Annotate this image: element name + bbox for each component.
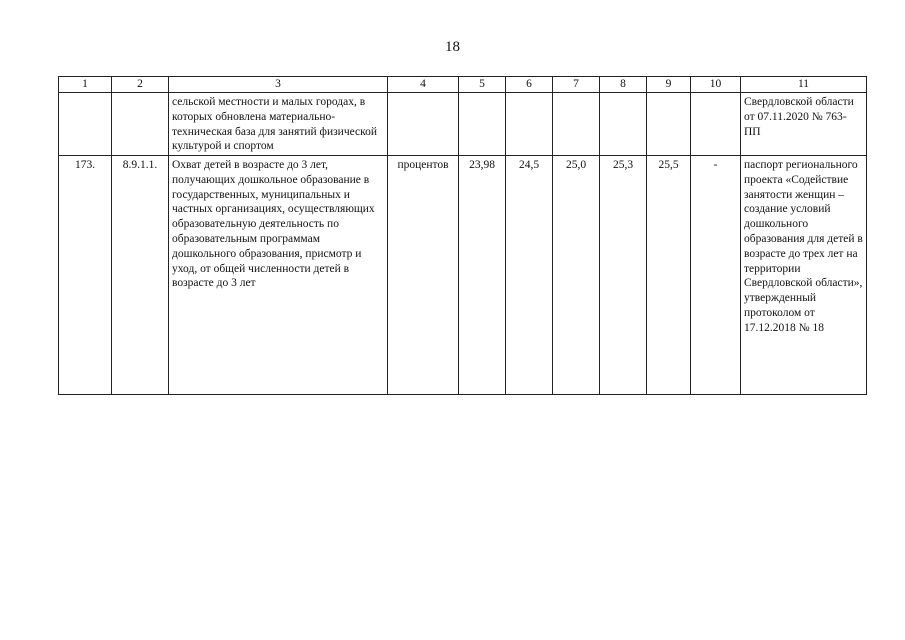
code-cell bbox=[112, 93, 169, 156]
value-cell bbox=[506, 93, 553, 156]
value-cell: 25,3 bbox=[600, 156, 647, 395]
value-cell: - bbox=[691, 156, 741, 395]
source-cell: паспорт регионального проекта «Содействие занятости женщин – создание условий дошкольного образования для детей в возрасте до трех лет на территории Свердловской области», утвержденный протоколом от 17.12.2018 № 18 bbox=[741, 156, 867, 395]
header-cell: 11 bbox=[741, 77, 867, 93]
header-cell: 9 bbox=[647, 77, 691, 93]
table-row bbox=[59, 93, 867, 156]
value-cell: 24,5 bbox=[506, 156, 553, 395]
row-number-cell bbox=[59, 93, 112, 156]
unit-cell bbox=[388, 93, 459, 156]
header-cell: 3 bbox=[169, 77, 388, 93]
header-cell: 8 bbox=[600, 77, 647, 93]
code-cell: 8.9.1.1. bbox=[112, 156, 169, 395]
description-cell: сельской местности и малых городах, в которых обновлена материально-техническая база для занятий физической культурой и спортом bbox=[169, 93, 388, 156]
value-cell: 25,5 bbox=[647, 156, 691, 395]
value-cell: 23,98 bbox=[459, 156, 506, 395]
table-row bbox=[59, 156, 867, 395]
source-cell: Свердловской области от 07.11.2020 № 763-ПП bbox=[741, 93, 867, 156]
description-cell: Охват детей в возрасте до 3 лет, получающих дошкольное образование в государственных, муниципальных и частных организациях, осуществляющих образовательную деятельность по образовательным программам дошкольного образования, присмотр и уход, от общей численности детей в возрасте до 3 лет bbox=[169, 156, 388, 395]
header-cell: 7 bbox=[553, 77, 600, 93]
row-number-cell: 173. bbox=[59, 156, 112, 395]
page-number: 18 bbox=[445, 39, 460, 55]
value-cell bbox=[553, 93, 600, 156]
header-cell: 2 bbox=[112, 77, 169, 93]
header-cell: 1 bbox=[59, 77, 112, 93]
value-cell: 25,0 bbox=[553, 156, 600, 395]
value-cell bbox=[600, 93, 647, 156]
value-cell bbox=[647, 93, 691, 156]
indicators-table bbox=[58, 76, 867, 395]
header-cell: 6 bbox=[506, 77, 553, 93]
table-header-row bbox=[59, 77, 867, 93]
value-cell bbox=[459, 93, 506, 156]
header-cell: 5 bbox=[459, 77, 506, 93]
value-cell bbox=[691, 93, 741, 156]
header-cell: 10 bbox=[691, 77, 741, 93]
unit-cell: процентов bbox=[388, 156, 459, 395]
header-cell: 4 bbox=[388, 77, 459, 93]
